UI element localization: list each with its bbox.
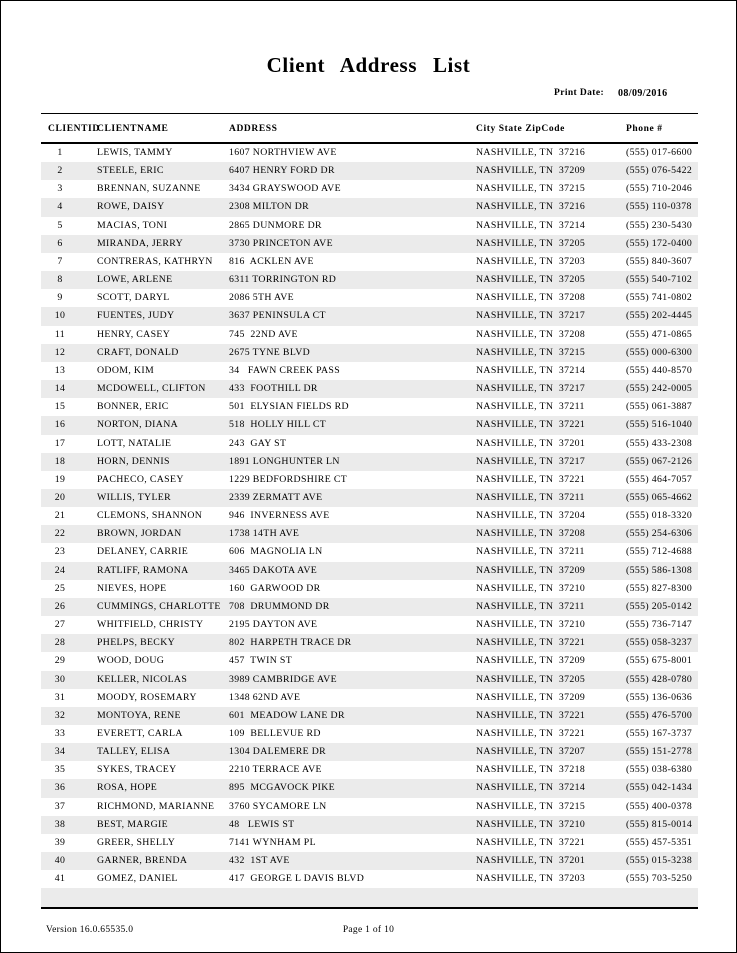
- city-state-zip-cell: NASHVILLE, TN 37205: [476, 673, 586, 685]
- client-id-cell: 16: [54, 419, 66, 431]
- city-state-zip-cell: NASHVILLE, TN 37208: [476, 528, 586, 540]
- address-cell: 745 22ND AVE: [229, 328, 298, 340]
- client-id-cell: 24: [54, 564, 66, 576]
- client-id-cell: 37: [54, 800, 66, 812]
- client-name-cell: EVERETT, CARLA: [97, 728, 183, 739]
- client-id-cell: 14: [54, 383, 66, 395]
- table-row: [41, 271, 698, 289]
- table-row: [41, 307, 698, 325]
- client-id-cell: 32: [54, 709, 66, 721]
- client-id-cell: 15: [54, 401, 66, 413]
- city-state-zip-cell: NASHVILLE, TN 37221: [476, 419, 586, 431]
- address-cell: 1229 BEDFORDSHIRE CT: [229, 473, 348, 485]
- client-id-cell: 9: [57, 292, 63, 304]
- city-state-zip-cell: NASHVILLE, TN 37211: [476, 491, 585, 503]
- address-cell: 501 ELYSIAN FIELDS RD: [229, 401, 349, 413]
- client-id-cell: 29: [54, 655, 66, 667]
- client-id-cell: 35: [54, 764, 66, 776]
- table-row: [41, 616, 698, 634]
- city-state-zip-cell: NASHVILLE, TN 37221: [476, 637, 586, 649]
- phone-cell: (555) 540-7102: [626, 274, 693, 286]
- city-state-zip-cell: NASHVILLE, TN 37209: [476, 691, 586, 703]
- address-cell: 518 HOLLY HILL CT: [229, 419, 327, 431]
- phone-cell: (555) 464-7057: [626, 473, 693, 485]
- phone-cell: (555) 736-7147: [626, 619, 693, 631]
- address-cell: 946 INVERNESS AVE: [229, 510, 330, 522]
- phone-cell: (555) 457-5351: [626, 836, 693, 848]
- table-row: [41, 507, 698, 525]
- city-state-zip-cell: NASHVILLE, TN 37221: [476, 836, 586, 848]
- table-row: [41, 598, 698, 616]
- table-row: [41, 743, 698, 761]
- client-name-cell: MONTOYA, RENE: [97, 709, 181, 721]
- city-state-zip-cell: NASHVILLE, TN 37214: [476, 219, 586, 231]
- address-cell: 457 TWIN ST: [229, 655, 293, 667]
- city-state-zip-cell: NASHVILLE, TN 37208: [476, 328, 586, 340]
- client-id-cell: 26: [54, 600, 66, 612]
- table-row: [41, 543, 698, 561]
- client-name-cell: BRENNAN, SUZANNE: [97, 183, 201, 195]
- phone-cell: (555) 433-2308: [626, 437, 693, 449]
- empty-row: [41, 888, 698, 906]
- table-row: [41, 761, 698, 779]
- client-id-cell: 12: [54, 346, 66, 358]
- client-name-cell: ROSA, HOPE: [97, 782, 158, 794]
- table-row: [41, 180, 698, 198]
- address-cell: 243 GAY ST: [229, 437, 287, 449]
- client-name-cell: MACIAS, TONI: [97, 219, 168, 231]
- client-name-cell: GARNER, BRENDA: [97, 855, 188, 867]
- address-cell: 3465 DAKOTA AVE: [229, 564, 318, 576]
- client-name-cell: BROWN, JORDAN: [97, 528, 182, 540]
- table-row: [41, 816, 698, 834]
- table-row: [41, 489, 698, 507]
- table-header-row: [41, 113, 698, 144]
- city-state-zip-cell: NASHVILLE, TN 37209: [476, 165, 586, 177]
- city-state-zip-cell: NASHVILLE, TN 37209: [476, 655, 586, 667]
- column-header-clientname: CLIENTNAME: [97, 124, 169, 134]
- address-cell: 34 FAWN CREEK PASS: [229, 364, 341, 376]
- table-row: [41, 162, 698, 180]
- phone-cell: (555) 205-0142: [626, 600, 693, 612]
- client-id-cell: 33: [54, 728, 66, 739]
- table-row: [41, 144, 698, 162]
- print-date-value: 08/09/2016: [618, 88, 668, 99]
- client-name-cell: CUMMINGS, CHARLOTTE: [97, 600, 221, 612]
- city-state-zip-cell: NASHVILLE, TN 37205: [476, 274, 586, 286]
- client-name-cell: MIRANDA, JERRY: [97, 237, 184, 249]
- client-name-cell: NIEVES, HOPE: [97, 582, 167, 594]
- address-cell: 7141 WYNHAM PL: [229, 836, 316, 848]
- client-id-cell: 22: [54, 528, 66, 540]
- client-id-cell: 11: [54, 328, 66, 340]
- table-row: [41, 834, 698, 852]
- city-state-zip-cell: NASHVILLE, TN 37221: [476, 473, 586, 485]
- client-name-cell: HENRY, CASEY: [97, 328, 171, 340]
- client-id-cell: 25: [54, 582, 66, 594]
- phone-cell: (555) 067-2126: [626, 455, 693, 467]
- city-state-zip-cell: NASHVILLE, TN 37210: [476, 818, 586, 830]
- client-name-cell: DELANEY, CARRIE: [97, 546, 189, 558]
- client-id-cell: 6: [57, 237, 63, 249]
- column-header-city-state-zip: City State ZipCode: [476, 124, 565, 134]
- client-name-cell: LOTT, NATALIE: [97, 437, 172, 449]
- table-row: [41, 326, 698, 344]
- city-state-zip-cell: NASHVILLE, TN 37216: [476, 147, 586, 158]
- client-id-cell: 28: [54, 637, 66, 649]
- client-id-cell: 8: [57, 274, 63, 286]
- city-state-zip-cell: NASHVILLE, TN 37214: [476, 364, 586, 376]
- client-name-cell: HORN, DENNIS: [97, 455, 170, 467]
- client-name-cell: TALLEY, ELISA: [97, 746, 171, 758]
- client-name-cell: BONNER, ERIC: [97, 401, 169, 413]
- client-name-cell: RICHMOND, MARIANNE: [97, 800, 215, 812]
- address-cell: 432 1ST AVE: [229, 855, 290, 867]
- client-id-cell: 40: [54, 855, 66, 867]
- client-name-cell: WILLIS, TYLER: [97, 491, 172, 503]
- city-state-zip-cell: NASHVILLE, TN 37215: [476, 346, 586, 358]
- phone-cell: (555) 151-2778: [626, 746, 693, 758]
- client-name-cell: PHELPS, BECKY: [97, 637, 176, 649]
- address-cell: 6311 TORRINGTON RD: [229, 274, 337, 286]
- page-title: Client Address List: [266, 53, 471, 77]
- table-row: [41, 852, 698, 870]
- city-state-zip-cell: NASHVILLE, TN 37209: [476, 564, 586, 576]
- phone-cell: (555) 476-5700: [626, 709, 693, 721]
- city-state-zip-cell: NASHVILLE, TN 37210: [476, 582, 586, 594]
- phone-cell: (555) 042-1434: [626, 782, 693, 794]
- client-name-cell: CRAFT, DONALD: [97, 346, 179, 358]
- phone-cell: (555) 058-3237: [626, 637, 693, 649]
- address-cell: 606 MAGNOLIA LN: [229, 546, 323, 558]
- table-row: [41, 217, 698, 235]
- address-cell: 816 ACKLEN AVE: [229, 255, 314, 267]
- city-state-zip-cell: NASHVILLE, TN 37201: [476, 855, 586, 867]
- client-name-cell: SYKES, TRACEY: [97, 764, 177, 776]
- city-state-zip-cell: NASHVILLE, TN 37211: [476, 600, 585, 612]
- city-state-zip-cell: NASHVILLE, TN 37203: [476, 873, 586, 885]
- version-text: Version 16.0.65535.0: [46, 925, 134, 935]
- table-row: [41, 798, 698, 816]
- client-id-cell: 34: [54, 746, 66, 758]
- city-state-zip-cell: NASHVILLE, TN 37210: [476, 619, 586, 631]
- city-state-zip-cell: NASHVILLE, TN 37215: [476, 800, 586, 812]
- client-name-cell: SCOTT, DARYL: [97, 292, 170, 304]
- client-id-cell: 23: [54, 546, 66, 558]
- client-name-cell: FUENTES, JUDY: [97, 310, 175, 322]
- address-cell: 3434 GRAYSWOOD AVE: [229, 183, 341, 195]
- phone-cell: (555) 038-6380: [626, 764, 693, 776]
- table-row: [41, 580, 698, 598]
- address-cell: 3730 PRINCETON AVE: [229, 237, 333, 249]
- phone-cell: (555) 400-0378: [626, 800, 693, 812]
- client-address-table: [41, 113, 698, 909]
- city-state-zip-cell: NASHVILLE, TN 37211: [476, 546, 585, 558]
- column-header-clientid: CLIENTID: [48, 124, 100, 134]
- city-state-zip-cell: NASHVILLE, TN 37214: [476, 782, 586, 794]
- address-cell: 2086 5TH AVE: [229, 292, 294, 304]
- client-id-cell: 13: [54, 364, 66, 376]
- phone-cell: (555) 167-3737: [626, 728, 693, 739]
- address-cell: 48 LEWIS ST: [229, 818, 295, 830]
- table-row: [41, 725, 698, 743]
- address-cell: 2339 ZERMATT AVE: [229, 491, 323, 503]
- page-number-text: Page 1 of 10: [342, 925, 395, 935]
- phone-cell: (555) 230-5430: [626, 219, 693, 231]
- client-name-cell: LEWIS, TAMMY: [97, 147, 173, 158]
- phone-cell: (555) 516-1040: [626, 419, 693, 431]
- city-state-zip-cell: NASHVILLE, TN 37207: [476, 746, 586, 758]
- address-cell: 895 MCGAVOCK PIKE: [229, 782, 336, 794]
- column-header-address: ADDRESS: [229, 124, 278, 134]
- city-state-zip-cell: NASHVILLE, TN 37204: [476, 510, 586, 522]
- table-row: [41, 634, 698, 652]
- city-state-zip-cell: NASHVILLE, TN 37217: [476, 310, 586, 322]
- phone-cell: (555) 827-8300: [626, 582, 693, 594]
- client-id-cell: 5: [57, 219, 63, 231]
- client-name-cell: GOMEZ, DANIEL: [97, 873, 178, 885]
- address-cell: 601 MEADOW LANE DR: [229, 709, 345, 721]
- table-body: [41, 144, 698, 909]
- address-cell: 1738 14TH AVE: [229, 528, 300, 540]
- print-date-label: Print Date:: [554, 88, 605, 98]
- city-state-zip-cell: NASHVILLE, TN 37221: [476, 709, 586, 721]
- city-state-zip-cell: NASHVILLE, TN 37211: [476, 401, 585, 413]
- client-name-cell: NORTON, DIANA: [97, 419, 179, 431]
- phone-cell: (555) 703-5250: [626, 873, 693, 885]
- table-row: [41, 870, 698, 888]
- client-id-cell: 31: [54, 691, 66, 703]
- client-name-cell: MOODY, ROSEMARY: [97, 691, 197, 703]
- city-state-zip-cell: NASHVILLE, TN 37218: [476, 764, 586, 776]
- client-id-cell: 17: [54, 437, 66, 449]
- table-row: [41, 344, 698, 362]
- city-state-zip-cell: NASHVILLE, TN 37217: [476, 383, 586, 395]
- phone-cell: (555) 712-4688: [626, 546, 693, 558]
- client-name-cell: LOWE, ARLENE: [97, 274, 173, 286]
- city-state-zip-cell: NASHVILLE, TN 37217: [476, 455, 586, 467]
- phone-cell: (555) 815-0014: [626, 818, 693, 830]
- client-id-cell: 19: [54, 473, 66, 485]
- address-cell: 3637 PENINSULA CT: [229, 310, 326, 322]
- table-row: [41, 652, 698, 670]
- client-id-cell: 18: [54, 455, 66, 467]
- table-row: [41, 362, 698, 380]
- address-cell: 2865 DUNMORE DR: [229, 219, 322, 231]
- address-cell: 2675 TYNE BLVD: [229, 346, 311, 358]
- address-cell: 1891 LONGHUNTER LN: [229, 455, 340, 467]
- client-name-cell: GREER, SHELLY: [97, 836, 176, 848]
- phone-cell: (555) 202-4445: [626, 310, 693, 322]
- client-name-cell: BEST, MARGIE: [97, 818, 168, 830]
- client-name-cell: CONTRERAS, KATHRYN: [97, 255, 213, 267]
- client-name-cell: CLEMONS, SHANNON: [97, 510, 203, 522]
- address-cell: 433 FOOTHILL DR: [229, 383, 318, 395]
- client-name-cell: STEELE, ERIC: [97, 165, 164, 177]
- address-cell: 802 HARPETH TRACE DR: [229, 637, 352, 649]
- client-id-cell: 20: [54, 491, 66, 503]
- address-cell: 1348 62ND AVE: [229, 691, 301, 703]
- phone-cell: (555) 076-5422: [626, 165, 693, 177]
- client-id-cell: 1: [57, 147, 63, 158]
- client-id-cell: 38: [54, 818, 66, 830]
- phone-cell: (555) 015-3238: [626, 855, 693, 867]
- client-id-cell: 30: [54, 673, 66, 685]
- phone-cell: (555) 000-6300: [626, 346, 693, 358]
- address-cell: 417 GEORGE L DAVIS BLVD: [229, 873, 365, 885]
- client-name-cell: PACHECO, CASEY: [97, 473, 184, 485]
- address-cell: 1304 DALEMERE DR: [229, 746, 327, 758]
- city-state-zip-cell: NASHVILLE, TN 37201: [476, 437, 586, 449]
- city-state-zip-cell: NASHVILLE, TN 37221: [476, 728, 586, 739]
- phone-cell: (555) 741-0802: [626, 292, 693, 304]
- client-id-cell: 7: [57, 255, 63, 267]
- table-row: [41, 253, 698, 271]
- table-row: [41, 779, 698, 797]
- client-id-cell: 10: [54, 310, 66, 322]
- table-row: [41, 689, 698, 707]
- table-row: [41, 198, 698, 216]
- address-cell: 160 GARWOOD DR: [229, 582, 321, 594]
- address-cell: 1607 NORTHVIEW AVE: [229, 147, 337, 158]
- client-name-cell: WHITFIELD, CHRISTY: [97, 619, 204, 631]
- phone-cell: (555) 428-0780: [626, 673, 693, 685]
- client-id-cell: 39: [54, 836, 66, 848]
- city-state-zip-cell: NASHVILLE, TN 37205: [476, 237, 586, 249]
- phone-cell: (555) 710-2046: [626, 183, 693, 195]
- table-row: [41, 471, 698, 489]
- table-row: [41, 707, 698, 725]
- phone-cell: (555) 440-8570: [626, 364, 693, 376]
- client-name-cell: ODOM, KIM: [97, 364, 155, 376]
- city-state-zip-cell: NASHVILLE, TN 37203: [476, 255, 586, 267]
- phone-cell: (555) 110-0378: [626, 201, 692, 213]
- city-state-zip-cell: NASHVILLE, TN 37215: [476, 183, 586, 195]
- table-row: [41, 235, 698, 253]
- phone-cell: (555) 017-6600: [626, 147, 693, 158]
- address-cell: 109 BELLEVUE RD: [229, 728, 321, 739]
- client-id-cell: 2: [57, 165, 63, 177]
- phone-cell: (555) 136-0636: [626, 691, 693, 703]
- address-cell: 6407 HENRY FORD DR: [229, 165, 335, 177]
- client-name-cell: KELLER, NICOLAS: [97, 673, 188, 685]
- phone-cell: (555) 242-0005: [626, 383, 693, 395]
- phone-cell: (555) 254-6306: [626, 528, 693, 540]
- address-cell: 2308 MILTON DR: [229, 201, 310, 213]
- address-cell: 2210 TERRACE AVE: [229, 764, 322, 776]
- phone-cell: (555) 840-3607: [626, 255, 693, 267]
- table-row: [41, 435, 698, 453]
- phone-cell: (555) 172-0400: [626, 237, 693, 249]
- client-id-cell: 4: [57, 201, 63, 213]
- client-name-cell: MCDOWELL, CLIFTON: [97, 383, 206, 395]
- table-row: [41, 380, 698, 398]
- client-name-cell: WOOD, DOUG: [97, 655, 165, 667]
- table-row: [41, 416, 698, 434]
- phone-cell: (555) 471-0865: [626, 328, 693, 340]
- address-cell: 2195 DAYTON AVE: [229, 619, 318, 631]
- client-name-cell: ROWE, DAISY: [97, 201, 165, 213]
- client-id-cell: 41: [54, 873, 66, 885]
- phone-cell: (555) 586-1308: [626, 564, 693, 576]
- table-row: [41, 525, 698, 543]
- table-row: [41, 289, 698, 307]
- table-row: [41, 562, 698, 580]
- address-cell: 3989 CAMBRIDGE AVE: [229, 673, 337, 685]
- address-cell: 708 DRUMMOND DR: [229, 600, 330, 612]
- phone-cell: (555) 018-3320: [626, 510, 693, 522]
- client-name-cell: RATLIFF, RAMONA: [97, 564, 189, 576]
- client-id-cell: 21: [54, 510, 66, 522]
- table-row: [41, 671, 698, 689]
- phone-cell: (555) 061-3887: [626, 401, 693, 413]
- phone-cell: (555) 065-4662: [626, 491, 693, 503]
- client-id-cell: 36: [54, 782, 66, 794]
- client-id-cell: 27: [54, 619, 66, 631]
- city-state-zip-cell: NASHVILLE, TN 37216: [476, 201, 586, 213]
- column-header-phone: Phone #: [626, 124, 663, 134]
- address-cell: 3760 SYCAMORE LN: [229, 800, 327, 812]
- client-id-cell: 3: [57, 183, 63, 195]
- city-state-zip-cell: NASHVILLE, TN 37208: [476, 292, 586, 304]
- phone-cell: (555) 675-8001: [626, 655, 693, 667]
- table-row: [41, 453, 698, 471]
- table-row: [41, 398, 698, 416]
